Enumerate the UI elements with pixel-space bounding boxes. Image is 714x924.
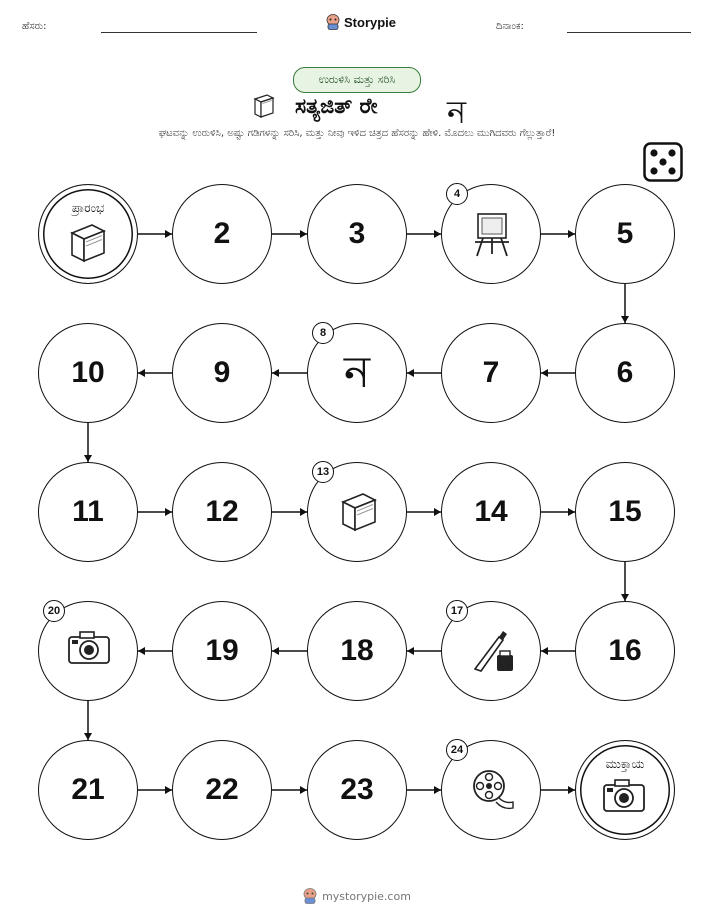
cell-number: 12 bbox=[205, 495, 239, 528]
page-title: ಸತ್ಯಜಿತ್ ರೇ bbox=[295, 94, 378, 118]
cell-number: 7 bbox=[482, 356, 500, 389]
board-cell[interactable] bbox=[575, 601, 675, 701]
arrow-head bbox=[300, 230, 307, 238]
bengali-letter-icon: ন bbox=[447, 93, 467, 131]
picture-cell[interactable] bbox=[441, 184, 541, 284]
footer bbox=[0, 884, 714, 908]
cell-number: 2 bbox=[213, 217, 231, 250]
board-cell[interactable] bbox=[441, 462, 541, 562]
cell-number: 23 bbox=[340, 773, 374, 806]
mascot-icon bbox=[303, 888, 317, 904]
board-cell[interactable] bbox=[38, 462, 138, 562]
arrow-head bbox=[621, 594, 629, 601]
easel-icon bbox=[469, 210, 515, 262]
board-cell[interactable] bbox=[38, 740, 138, 840]
picture-cell[interactable] bbox=[441, 601, 541, 701]
arrow-head bbox=[568, 508, 575, 516]
name-label: ಹೆಸರು: bbox=[22, 21, 47, 32]
cell-number: 5 bbox=[616, 217, 634, 250]
activity-badge-text: ಉರುಳಿಸಿ ಮತ್ತು ಸರಿಸಿ bbox=[318, 73, 396, 86]
finish-cell[interactable] bbox=[575, 740, 675, 840]
picture-cell[interactable] bbox=[38, 601, 138, 701]
cell-number: 18 bbox=[340, 634, 374, 667]
board-cell[interactable] bbox=[172, 323, 272, 423]
book-icon bbox=[64, 219, 112, 271]
cell-number-badge: 17 bbox=[446, 600, 468, 622]
arrow-head bbox=[272, 369, 279, 377]
pen-and-ink-icon bbox=[469, 627, 515, 679]
arrow-head bbox=[84, 455, 92, 462]
start-cell[interactable] bbox=[38, 184, 138, 284]
board-cell[interactable] bbox=[575, 323, 675, 423]
arrow-head bbox=[568, 230, 575, 238]
cell-number: 19 bbox=[205, 634, 239, 667]
cell-number: 22 bbox=[205, 773, 239, 806]
arrow-head bbox=[300, 786, 307, 794]
film-reel-icon bbox=[469, 766, 515, 816]
camera-icon bbox=[66, 627, 112, 671]
cell-number-badge: 24 bbox=[446, 739, 468, 761]
board-cell[interactable] bbox=[441, 323, 541, 423]
cell-number-badge: 4 bbox=[446, 183, 468, 205]
date-label: ದಿನಾಂಕ: bbox=[496, 21, 524, 32]
board-cell[interactable] bbox=[575, 462, 675, 562]
bengali-letter-icon: ন bbox=[343, 347, 371, 398]
arrow-head bbox=[541, 369, 548, 377]
cell-number: 21 bbox=[71, 773, 105, 806]
book-icon bbox=[335, 488, 383, 540]
arrow-head bbox=[138, 369, 145, 377]
cell-number-badge: 20 bbox=[43, 600, 65, 622]
cell-number: 10 bbox=[71, 356, 105, 389]
board-cell[interactable] bbox=[307, 601, 407, 701]
cell-number: 14 bbox=[474, 495, 508, 528]
cell-number-badge: 13 bbox=[312, 461, 334, 483]
arrow-head bbox=[165, 508, 172, 516]
cell-number: 16 bbox=[608, 634, 642, 667]
arrow-head bbox=[407, 369, 414, 377]
finish-label: ಮುಕ್ತಾಯ bbox=[605, 757, 645, 771]
arrow-head bbox=[434, 508, 441, 516]
board-cell[interactable] bbox=[307, 740, 407, 840]
footer-url[interactable]: mystorypie.com bbox=[322, 889, 411, 903]
arrow-head bbox=[434, 786, 441, 794]
board-cell[interactable] bbox=[307, 184, 407, 284]
cell-number: 11 bbox=[72, 495, 104, 528]
cell-number: 6 bbox=[616, 356, 634, 389]
arrow-head bbox=[165, 786, 172, 794]
board-cell[interactable] bbox=[575, 184, 675, 284]
arrow-head bbox=[568, 786, 575, 794]
arrow-head bbox=[621, 316, 629, 323]
arrow-head bbox=[138, 647, 145, 655]
arrow-head bbox=[165, 230, 172, 238]
cell-number: 3 bbox=[348, 217, 366, 250]
brand-name: Storypie bbox=[344, 14, 397, 30]
arrow-head bbox=[407, 647, 414, 655]
board-cell[interactable] bbox=[38, 323, 138, 423]
board-cell[interactable] bbox=[172, 740, 272, 840]
arrow-head bbox=[272, 647, 279, 655]
arrow-head bbox=[541, 647, 548, 655]
picture-cell[interactable] bbox=[307, 462, 407, 562]
cell-number-badge: 8 bbox=[312, 322, 334, 344]
start-label: ಪ್ರಾರಂಭ bbox=[71, 201, 105, 215]
instructions: ಘಟವನ್ನು ಉರುಳಿಸಿ, ಅಷ್ಟು ಗಡಿಗಳನ್ನು ಸರಿಸಿ, ಮತ್ತು ನೀವು ಇಳಿದ ಚಿತ್ರದ ಹೆಸರನ್ನು ಹೇಳಿ. ಮೊದಲು ಮುಗಿದವರು ಗೆಲ್ಲುತ್ತಾರೆ! bbox=[158, 128, 556, 139]
board-cell[interactable] bbox=[172, 462, 272, 562]
arrow-head bbox=[300, 508, 307, 516]
picture-cell[interactable] bbox=[307, 323, 407, 423]
cell-number: 15 bbox=[608, 495, 642, 528]
arrow-head bbox=[84, 733, 92, 740]
board-cell[interactable] bbox=[172, 184, 272, 284]
board-cell[interactable] bbox=[172, 601, 272, 701]
camera-icon bbox=[601, 775, 647, 819]
arrow-head bbox=[434, 230, 441, 238]
picture-cell[interactable] bbox=[441, 740, 541, 840]
cell-number: 9 bbox=[213, 356, 231, 389]
